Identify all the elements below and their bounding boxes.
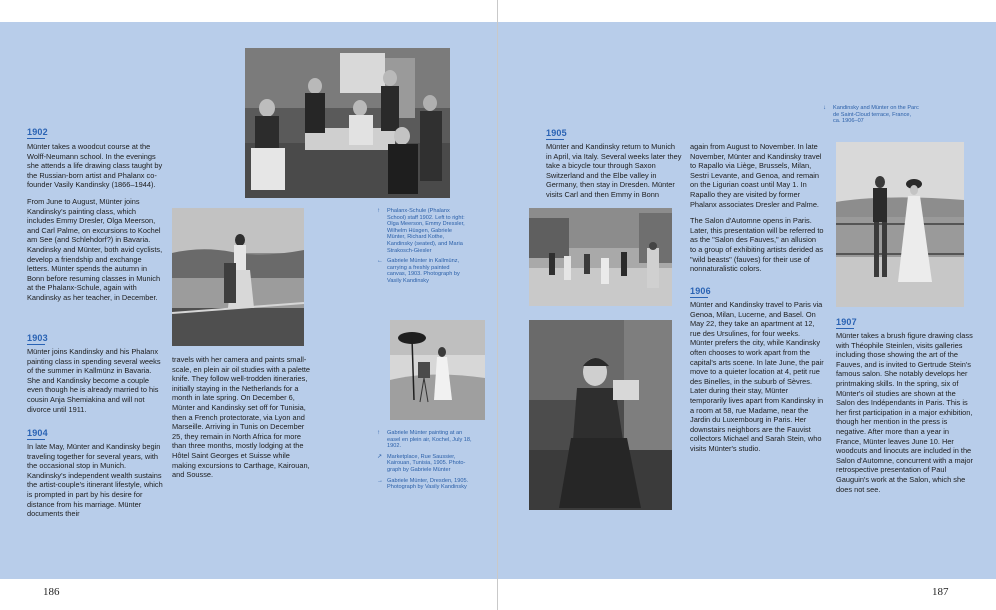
arrow-down-icon: ↓ xyxy=(823,105,826,111)
year-1904-heading: 1904 xyxy=(27,428,48,438)
paragraph: Münter and Kandinsky return to Munich in April, via Italy. Several weeks later they take a bicycle tour through Saxon Switzerland and the Elbe valley in Germany, then stay in Dresden. Münter visits Carl and then Emmy in Bonn xyxy=(546,142,682,199)
text-1905-col1 xyxy=(546,142,682,207)
text-1906 xyxy=(690,300,824,461)
caption-easel xyxy=(377,430,472,450)
paragraph: Münter takes a woodcut course at the Wolff-Neumann school. In the evenings she attends a life drawing class taught by the Russian-born artist and Phalanx co-founder Vasily Kandinsky (1866–1944). xyxy=(27,142,163,190)
year-1903-heading: 1903 xyxy=(27,333,48,343)
caption-kairouan xyxy=(377,454,472,474)
year-1905-heading: 1905 xyxy=(546,128,567,138)
text-1907 xyxy=(836,331,976,501)
page-gutter xyxy=(497,0,498,610)
text-1902 xyxy=(27,142,165,310)
paragraph: From June to August, Münter joins Kandinsky's painting class, which includes Emmy Dresler, Olga Meerson, and Carl Palme, on excursions to Kochel am See (and Schlehdorf?) in Bavaria. Kandinsky and Münter, both avid cyclists, develop a friendship and exchange letters. Münter spends the autumn in Bonn before resuming classes in Munich at the Phalanx-Schule, again with Kandinsky as her teacher, in December. xyxy=(27,196,163,302)
arrow-up-right-icon: ↗ xyxy=(377,453,383,460)
photo-kairouan-marketplace xyxy=(529,208,672,306)
caption-text: Phalanx-Schule (Phalanx School) staff 1902. Left to right: Olga Meerson, Emmy Dressler, Wilhelm Hüsgen, Gabriele Münter, Richard Kothe, Kandinsky (seated), and Maria Strakosch-Giesler xyxy=(387,208,465,254)
arrow-left-icon: ← xyxy=(377,258,383,265)
photo-munter-kallmunz xyxy=(172,208,304,346)
text-1904-col1 xyxy=(27,442,165,526)
caption-dresden xyxy=(377,478,472,491)
captions-left-group-top xyxy=(377,208,469,289)
caption-saint-cloud xyxy=(823,105,919,129)
captions-left-group-bottom xyxy=(377,430,472,495)
photo-munter-dresden xyxy=(529,320,672,510)
caption-text: Gabriele Münter painting at an easel en plein air, Kochel, July 18, 1902. xyxy=(387,430,472,450)
paragraph: Münter joins Kandinsky and his Phalanx painting class in spending several weeks of the summer in Kallmünz in Bavaria. She and Kandinsky become a couple even though he is already married to his cousin Anja Shemiakina and will not divorce until 1911. xyxy=(27,347,161,414)
photo-phalanx-school-group xyxy=(245,48,450,198)
paragraph: Münter takes a brush figure drawing class with Théophile Steinlen, visits galleries including those showing the art of the Fauves, and is invited to Gertrude Stein's famous salon. She notably develops her printmaking skills. In the spring, six of Münter's oil studies are shown at the Salon des Indépendants in Paris. This is her first participation in a major exhibition, though her mention in the press is negative. After more than a year in France, Münter leaves June 10. Her woodcuts and linocuts are included in the Salon d'Automne, concurrent with a major retrospective presentation of Paul Gauguin's work at the Salon, which she does not see. xyxy=(836,331,973,494)
caption-phalanx-school xyxy=(377,208,469,254)
arrow-right-icon: → xyxy=(377,477,383,484)
text-1905-col2 xyxy=(690,142,824,281)
arrow-up-icon: ↑ xyxy=(377,208,380,214)
caption-saint-cloud-item xyxy=(823,105,919,125)
photo-saint-cloud-terrace xyxy=(836,142,964,307)
year-1907-heading: 1907 xyxy=(836,317,857,327)
paragraph: travels with her camera and paints small-scale, en plein air oil studies with a palette knife. They follow well-trodden itineraries, initially staying in the Netherlands for a month in late spring. On December 6, Münter and Kandinsky set off for Tunisia, then a French protectorate, via Lyon and Marseille. Arriving in Tunis on December 25, they remain in North Africa for more than three months, mostly lodging at the Hôtel Saint Georges et Suisse while making excursions to Carthage, Kairouan, and Sousse. xyxy=(172,355,311,480)
page-number-right: 187 xyxy=(932,586,949,598)
caption-text: Kandinsky and Münter on the Parc de Saint-Cloud terrace, France, ca. 1906–07 xyxy=(833,105,919,125)
text-1904-col2 xyxy=(172,355,312,487)
caption-kallmunz xyxy=(377,258,469,284)
year-1906-heading: 1906 xyxy=(690,286,711,296)
paragraph: again from August to November. In late November, Münter and Kandinsky travel to Rapallo via Liège, Brussels, Milan, Sestri Levante, and Genoa, and remain on the Ligurian coast until May 1. In Rapallo they are visited by former Phalanx associates Dresler and Palme. xyxy=(690,142,822,209)
year-1902-heading: 1902 xyxy=(27,127,48,137)
paragraph: Münter and Kandinsky travel to Paris via Genoa, Milan, Lucerne, and Basel. On May 22, they take an apartment at 12, rue des Ursulines, for four weeks. Münter prefers the city, while Kandinsky often chooses to work apart from the capital's arts scene. In late June, the pair move to a quieter location at 4, petit rue des Binelles, in the suburb of Sèvres. Later during their stay, Münter temporarily lives apart from Kandinsky in a room at 58, rue Madame, near the Jardin du Luxembourg in Paris. Her downstairs neighbors are the Fauvist collectors Michael and Sarah Stein, who visits Münter's studio. xyxy=(690,300,824,453)
text-1903 xyxy=(27,347,165,421)
caption-text: Marketplace, Rue Saussier, Kairouan, Tunisia, 1905. Photo-graph by Gabriele Münter xyxy=(387,453,466,473)
caption-text: Gabriele Münter in Kallmünz, carrying a freshly painted canvas, 1903. Photograph by Vasily Kandinsky xyxy=(387,258,460,284)
page-number-left: 186 xyxy=(43,586,60,598)
paragraph: In late May, Münter and Kandinsky begin traveling together for several years, with the occasional stop in Munich. Kandinsky's independent wealth sustains the artist-couple's itinerant lifestyle, which is prompted in part by his desire for distance from his marriage. Münter documents their xyxy=(27,442,163,519)
arrow-up-icon: ↑ xyxy=(377,430,380,436)
caption-text: Gabriele Münter, Dresden, 1905. Photograph by Vasily Kandinsky xyxy=(387,477,469,491)
photo-munter-painting-easel xyxy=(390,320,485,420)
paragraph: The Salon d'Automne opens in Paris. Later, this presentation will be referred to as the "Salon des Fauves," an allusion to a group of exhibiting artists derided as "wild beasts" (fauves) for their use of nonnaturalistic colors. xyxy=(690,216,824,274)
